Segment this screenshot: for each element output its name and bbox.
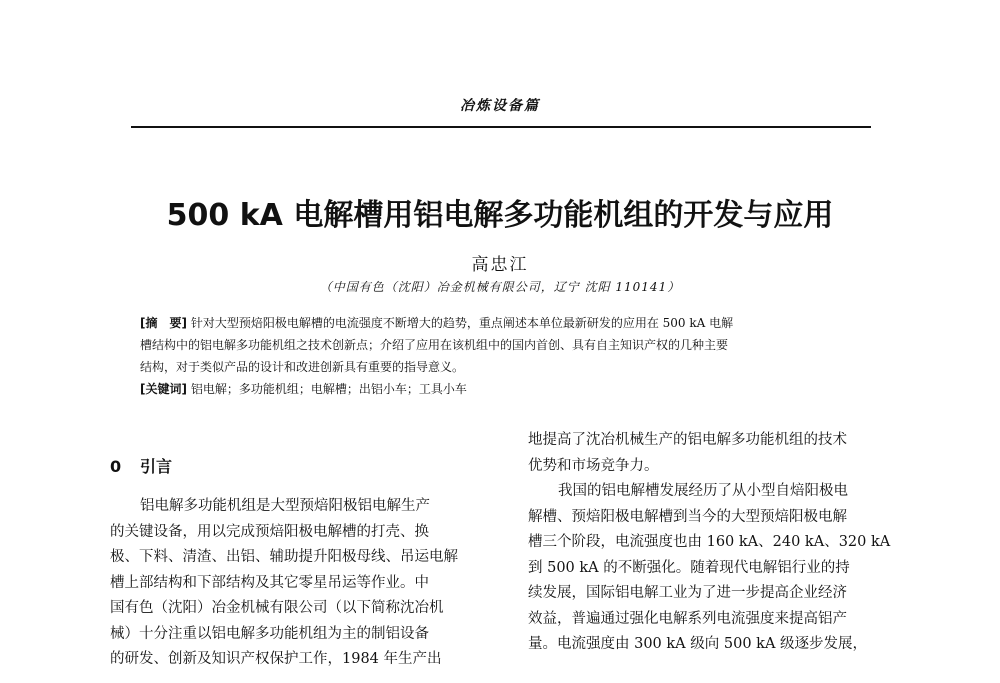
- abstract-line: [140, 312, 870, 334]
- body-line: 国有色（沈阳）冶金机械有限公司（以下简称沈冶机: [110, 600, 444, 616]
- abstract-text: 针对大型预焙阳极电解槽的电流强度不断增大的趋势，重点阐述本单位最新研发的应用在 500 kA 电解: [190, 316, 734, 330]
- body-line: 续发展，国际铝电解工业为了进一步提高企业经济: [528, 585, 847, 601]
- body-line: 优势和市场竞争力。: [528, 457, 659, 474]
- header-divider: [131, 126, 871, 128]
- body-line: 量。电流强度由 300 kA 级向 500 kA 级逐步发展，: [528, 636, 868, 652]
- body-line: 我国的铝电解槽发展经历了从小型自焙阳极电: [558, 483, 848, 499]
- keywords-text: 铝电解；多功能机组；电解槽；出铝小车；工具小车: [190, 382, 467, 396]
- body-line: 的关键设备，用以完成预焙阳极电解槽的打壳、换: [110, 523, 429, 540]
- body-line: 槽上部结构和下部结构及其它零星吊运等作业。中: [110, 574, 429, 591]
- body-line: 械）十分注重以铝电解多功能机组为主的制铝设备: [110, 625, 429, 642]
- section-title: 引言: [140, 457, 173, 476]
- author-affiliation: （中国有色（沈阳）冶金机械有限公司，辽宁 沈阳 110141）: [319, 280, 681, 294]
- body-line: 解槽、预焙阳极电解槽到当今的大型预焙阳极电解: [528, 508, 847, 525]
- keywords-label: [关键词]: [140, 382, 187, 396]
- body-line: 到 500 kA 的不断强化。随着现代电解铝行业的持: [528, 559, 850, 576]
- body-line: 地提高了沈冶机械生产的铝电解多功能机组的技术: [528, 432, 847, 448]
- abstract-label: [摘 要]: [140, 316, 187, 330]
- paper-title: 500 kA 电解槽用铝电解多功能机组的开发与应用: [166, 198, 834, 233]
- abstract-line: 槽结构中的铝电解多功能机组之技术创新点；介绍了应用在该机组中的国内首创、具有自主知识产权的几种主要: [140, 338, 729, 352]
- section-heading: [110, 452, 500, 482]
- body-line: 效益，普遍通过强化电解系列电流强度来提高铝产: [528, 610, 847, 627]
- section-number: 0: [110, 457, 122, 476]
- body-line: 的研发、创新及知识产权保护工作，1984 年生产出: [110, 651, 442, 667]
- abstract-block: [140, 312, 870, 400]
- abstract-line: 结构，对于类似产品的设计和改进创新具有重要的指导意义。: [140, 360, 465, 374]
- keywords-line: [140, 378, 870, 400]
- running-header: 冶炼设备篇: [460, 98, 540, 114]
- body-line: 槽三个阶段，电流强度也由 160 kA、240 kA、320 kA: [528, 534, 891, 550]
- body-line: 铝电解多功能机组是大型预焙阳极铝电解生产: [140, 498, 430, 514]
- author-name: 高忠江: [471, 255, 529, 275]
- body-line: 极、下料、清渣、出铝、辅助提升阳极母线、吊运电解: [110, 549, 458, 565]
- left-column: [110, 452, 500, 673]
- right-column: [528, 428, 913, 658]
